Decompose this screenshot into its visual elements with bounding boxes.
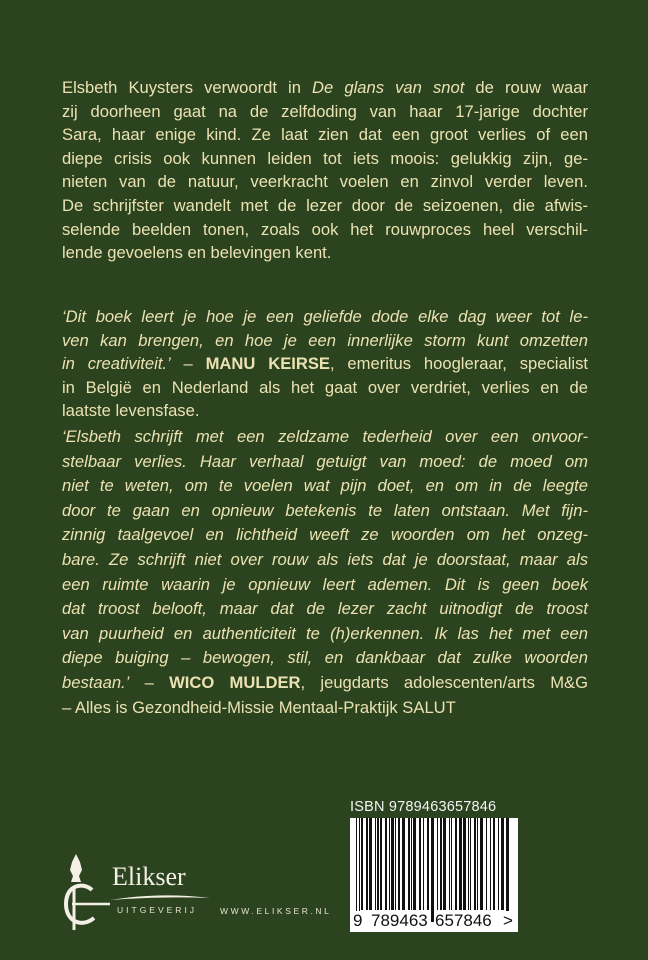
logo-swoosh <box>110 894 210 902</box>
reviewer-name: WICO MULDER <box>169 672 301 692</box>
barcode-bar <box>398 818 400 910</box>
text-line <box>62 548 588 573</box>
text-run: nieten van de natuur, veerkracht voelen en zinvol verder leven. <box>62 172 588 192</box>
barcode-bar <box>506 818 509 922</box>
barcode-digits-right: 657846 <box>435 911 492 930</box>
text-line <box>62 194 588 218</box>
text-run: – Alles is Gezondheid-Missie Mentaal-Praktijk SALUT <box>62 697 456 717</box>
text-line <box>62 499 588 524</box>
barcode-bar <box>437 818 438 910</box>
barcode-bar <box>402 818 405 910</box>
text-run: Elsbeth Kuysters verwoordt in <box>62 78 313 97</box>
reviewer-name: MANU KEIRSE <box>205 354 330 374</box>
text-run: zinnig taalgevoel en lichtheid weeft ze woorden om het onzeg- <box>62 525 588 545</box>
text-line <box>62 646 588 671</box>
barcode-bar <box>477 818 478 910</box>
barcode-bar <box>419 818 421 910</box>
barcode-bar <box>490 818 491 910</box>
text-run: De glans van snot <box>312 78 465 97</box>
text-run: in België en Nederland als het gaat over verdriet, verlies en de <box>62 377 588 397</box>
barcode-digit-lead: 9 <box>353 911 363 930</box>
text-line <box>62 305 588 329</box>
text-line <box>62 100 588 124</box>
barcode-bar <box>451 818 452 910</box>
barcode-bar <box>468 818 469 910</box>
barcode-bar <box>380 818 382 910</box>
text-run: ‘Elsbeth schrijft met een zeldzame tederheid over een onvoor- <box>62 427 588 446</box>
barcode-bar <box>359 818 360 922</box>
text-line <box>62 76 588 100</box>
text-line <box>62 597 588 622</box>
barcode-bar <box>440 818 442 910</box>
barcode-bar <box>470 818 471 910</box>
barcode-bar <box>431 818 434 922</box>
publisher-subtitle: UITGEVERIJ <box>117 905 198 915</box>
text-run: lende gevoelens en belevingen kent. <box>62 243 332 263</box>
text-run: selende beelden tonen, zoals ook het rouwproces heel verschil- <box>62 219 588 239</box>
text-line <box>62 474 588 499</box>
text-run: bestaan.’ <box>62 672 130 692</box>
text-run: – <box>170 354 206 374</box>
text-line <box>62 123 588 147</box>
text-run: van puurheid en authenticiteit te (h)erkennen. Ik las het met een <box>62 623 588 643</box>
barcode-bar <box>389 818 390 910</box>
barcode-bar <box>474 818 476 910</box>
text-line <box>62 696 588 721</box>
barcode-bar <box>385 818 387 910</box>
barcode-bar <box>391 818 394 910</box>
text-line <box>62 425 588 450</box>
barcode-bar <box>361 818 363 910</box>
text-run: bare. Ze schrijft niet over rouw als iets dat je doorstaat, maar als <box>62 549 588 569</box>
barcode-bar <box>423 818 424 910</box>
text-run: door te gaan en opnieuw betekenis te laten ontstaan. Met fijn- <box>62 500 588 520</box>
barcode-quiet-marker: > <box>503 911 513 930</box>
text-run: De schrijfster wandelt met de lezer door de seizoenen, die afwis- <box>62 195 588 215</box>
text-run: niet te weten, om te voelen wat pijn doet, en om in de leegte <box>62 476 588 496</box>
review-mulder <box>62 425 588 720</box>
text-run: ‘Dit boek leert je hoe je een geliefde dode elke dag weer tot le- <box>62 307 588 326</box>
review-keirse <box>62 305 588 423</box>
barcode-bar <box>356 818 357 922</box>
publisher-logo <box>62 852 212 932</box>
text-run: laatste levensfase. <box>62 401 200 421</box>
text-line <box>62 376 588 400</box>
barcode-bar <box>480 818 483 910</box>
barcode-bar <box>375 818 376 910</box>
barcode-bar <box>395 818 396 910</box>
barcode-bar <box>463 818 466 910</box>
barcode-bar <box>369 818 372 910</box>
barcode-digits <box>350 910 518 932</box>
text-run: diepe buiging – bewogen, stil, en dankbaar dat zulke woorden <box>62 648 588 668</box>
text-run: dat troost belooft, maar dat de lezer zacht uitnodigt de troost <box>62 599 588 619</box>
text-line <box>62 329 588 353</box>
text-line <box>62 399 588 423</box>
text-line <box>62 573 588 598</box>
text-line <box>62 450 588 475</box>
barcode-bar <box>377 818 379 910</box>
text-line <box>62 147 588 171</box>
text-run: zij doorheen gaat na de zelfdoding van haar 17-jarige dochter <box>62 101 588 121</box>
text-run: een ruimte waarin je opnieuw leert ademen. Dit is geen boek <box>62 574 588 594</box>
barcode-bar <box>459 818 462 910</box>
barcode <box>350 818 518 932</box>
text-line <box>62 218 588 242</box>
barcode-bar <box>366 818 368 910</box>
publisher-website: WWW.ELIKSER.NL <box>220 906 332 916</box>
text-run: – <box>129 672 170 692</box>
text-line <box>62 241 588 265</box>
barcode-bar <box>493 818 495 910</box>
text-run: stelbaar verlies. Haar verhaal getuigt van moed: de moed om <box>62 451 588 471</box>
barcode-bar <box>411 818 412 910</box>
elikser-emblem-icon <box>62 852 112 932</box>
text-run: , jeugdarts adolescenten/arts M&G <box>300 672 588 692</box>
barcode-bar <box>427 818 429 910</box>
text-run: in creativiteit.’ <box>62 354 171 374</box>
text-run: diepe crisis ook kunnen leiden tot iets moois: gelukkig zijn, ge- <box>62 148 588 168</box>
text-run: ven kan brengen, en hoe je een innerlijke storm kunt omzetten <box>62 330 588 350</box>
barcode-bar <box>501 818 504 910</box>
text-line <box>62 170 588 194</box>
publisher-name: Elikser <box>112 862 186 891</box>
text-line <box>62 352 588 376</box>
barcode-bar <box>408 818 410 910</box>
barcode-bar <box>455 818 457 910</box>
text-line <box>62 523 588 548</box>
barcode-bar <box>498 818 499 910</box>
barcode-bar <box>443 818 446 910</box>
text-line <box>62 622 588 647</box>
blurb-paragraph <box>62 76 588 265</box>
text-run: de rouw waar <box>464 78 588 97</box>
text-run: , emeritus hoogleraar, specialist <box>330 354 588 374</box>
text-line <box>62 671 588 696</box>
isbn-label: ISBN 9789463657846 <box>350 799 497 815</box>
barcode-bar <box>413 818 416 910</box>
barcode-bar <box>449 818 450 910</box>
text-run: Sara, haar enige kind. Ze laat zien dat een groot verlies of een <box>62 125 588 145</box>
barcode-digits-left: 789463 <box>371 911 428 930</box>
barcode-bar <box>486 818 487 910</box>
